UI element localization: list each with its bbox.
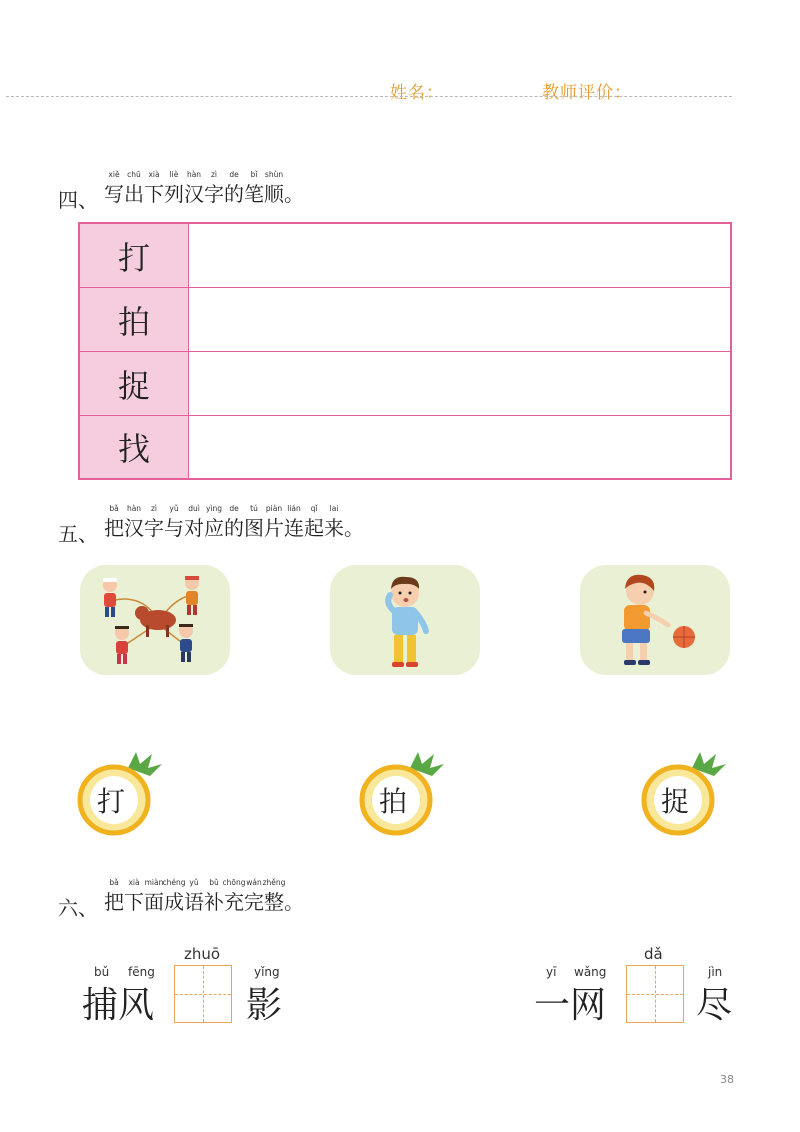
pinyin-character	[324, 502, 344, 541]
hanzi: 的	[224, 182, 244, 206]
pinyin-character	[164, 502, 184, 541]
pinyin-character	[244, 502, 264, 541]
idiom-1	[78, 945, 298, 1035]
pinyin: miàn	[144, 878, 164, 887]
hanzi: 连	[284, 516, 304, 540]
hanzi: 语	[184, 890, 204, 914]
pinyin-character	[204, 502, 224, 541]
pinyin-character	[124, 168, 144, 207]
hanzi: 下	[124, 890, 144, 914]
picture-kids-with-bull[interactable]	[80, 565, 230, 675]
hanzi: 字	[144, 516, 164, 540]
idiom-2-pinyin-1: yī	[546, 965, 557, 979]
pinyin: lai	[329, 504, 339, 513]
pinyin-character	[184, 168, 204, 207]
pineapple-card-1[interactable]	[76, 750, 168, 836]
picture-boy-thinking[interactable]	[330, 565, 480, 675]
pineapple-character: 拍	[378, 785, 407, 818]
pinyin: xià	[128, 878, 140, 887]
pinyin-character	[104, 168, 124, 207]
pinyin-character	[264, 502, 284, 541]
pinyin: xià	[148, 170, 160, 179]
pinyin: zì	[150, 504, 158, 513]
kids-with-bull-illustration	[80, 565, 230, 675]
stroke-order-answer-area[interactable]	[190, 352, 730, 415]
pinyin-character	[144, 168, 164, 207]
pinyin: bǎ	[109, 878, 119, 887]
pinyin: qǐ	[310, 504, 318, 513]
idiom-1-char-1: 捕	[82, 985, 119, 1026]
table-row	[80, 224, 730, 288]
idiom-2-blank-pinyin: dǎ	[644, 945, 663, 963]
row-character: 打	[80, 224, 189, 287]
pinyin-character	[124, 502, 144, 541]
hanzi: 的	[224, 516, 244, 540]
table-row	[80, 416, 730, 478]
idiom-2-char-1: 一	[534, 985, 571, 1026]
pinyin-character	[184, 502, 204, 541]
idiom-1-answer-box[interactable]	[174, 965, 232, 1023]
hanzi: 写	[104, 182, 124, 206]
pinyin: yǔ	[189, 878, 199, 887]
pinyin-character	[104, 876, 124, 915]
pinyin-character	[264, 876, 284, 915]
hanzi: 列	[164, 182, 184, 206]
pinyin-character	[224, 502, 244, 541]
hanzi: 整	[264, 890, 284, 914]
boy-thinking-illustration	[330, 565, 480, 675]
section-5-number: 五、	[58, 522, 98, 546]
pineapple-character: 捉	[660, 785, 689, 818]
hanzi: 应	[204, 516, 224, 540]
idiom-2-char-2: 网	[570, 985, 607, 1026]
hanzi: 成	[164, 890, 184, 914]
idiom-1-char-2: 风	[118, 985, 155, 1026]
pinyin-character	[284, 502, 304, 541]
idiom-2-pinyin-2: wǎng	[574, 965, 607, 979]
pinyin: zhěng	[262, 878, 286, 887]
pinyin-character	[204, 876, 224, 915]
section-6-number: 六、	[58, 896, 98, 920]
pinyin-character	[344, 502, 364, 541]
pinyin-character	[284, 876, 304, 915]
hanzi: 图	[244, 516, 264, 540]
section-6-text	[104, 876, 304, 915]
pinyin: xiě	[108, 170, 120, 179]
boy-with-ball-illustration	[580, 565, 730, 675]
pinyin-character	[264, 168, 284, 207]
pinyin-character	[144, 502, 164, 541]
table-row	[80, 352, 730, 416]
pinyin: piàn	[265, 504, 283, 513]
pinyin: chéng	[162, 878, 186, 887]
pinyin: yǔ	[169, 504, 179, 513]
hanzi: 片	[264, 516, 284, 540]
hanzi: 完	[244, 890, 264, 914]
pinyin: hàn	[126, 504, 142, 513]
pinyin: tú	[250, 504, 258, 513]
pinyin-character	[304, 502, 324, 541]
hanzi: 顺	[264, 182, 284, 206]
pinyin: wán	[246, 878, 262, 887]
pinyin: hàn	[186, 170, 202, 179]
hanzi: 汉	[124, 516, 144, 540]
pinyin: zì	[210, 170, 218, 179]
idiom-1-pinyin-2: fēng	[128, 965, 155, 979]
pinyin-character	[244, 168, 264, 207]
stroke-order-answer-area[interactable]	[190, 224, 730, 287]
pinyin: yìng	[205, 504, 223, 513]
section-4-number: 四、	[58, 188, 98, 212]
section-4-text	[104, 168, 304, 207]
hanzi: 来	[324, 516, 344, 540]
row-character: 拍	[80, 288, 189, 351]
pinyin-character	[244, 876, 264, 915]
hanzi: 出	[124, 182, 144, 206]
header-divider	[6, 96, 732, 97]
pinyin: lián	[287, 504, 301, 513]
hanzi: 汉	[184, 182, 204, 206]
pinyin-character	[104, 502, 124, 541]
hanzi: 下	[144, 182, 164, 206]
idiom-2	[530, 945, 740, 1035]
pinyin: de	[229, 170, 239, 179]
pinyin: duì	[188, 504, 200, 513]
pinyin-character	[224, 168, 244, 207]
pinyin-character	[184, 876, 204, 915]
hanzi: 对	[184, 516, 204, 540]
pinyin: shùn	[264, 170, 284, 179]
hanzi: 。	[284, 890, 304, 914]
hanzi: 充	[224, 890, 244, 914]
pineapple-card-3[interactable]	[640, 750, 732, 836]
hanzi: 起	[304, 516, 324, 540]
pinyin: chū	[127, 170, 141, 179]
picture-boy-with-ball[interactable]	[580, 565, 730, 675]
pinyin: bǔ	[209, 878, 219, 887]
page-number: 38	[720, 1073, 734, 1086]
pineapple-card-2[interactable]	[358, 750, 450, 836]
idiom-2-answer-box[interactable]	[626, 965, 684, 1023]
pinyin-character	[224, 876, 244, 915]
pinyin: chōng	[222, 878, 246, 887]
pinyin: liè	[169, 170, 179, 179]
idiom-1-pinyin-4: yǐng	[254, 965, 280, 979]
stroke-order-answer-area[interactable]	[190, 288, 730, 351]
hanzi: 面	[144, 890, 164, 914]
hanzi: 把	[104, 516, 124, 540]
pinyin-character	[204, 168, 224, 207]
pinyin: bǐ	[250, 170, 258, 179]
stroke-order-table	[78, 222, 732, 480]
idiom-1-pinyin-1: bǔ	[94, 965, 110, 979]
idiom-2-char-4: 尽	[696, 985, 733, 1026]
pinyin-character	[144, 876, 164, 915]
hanzi: 与	[164, 516, 184, 540]
table-row	[80, 288, 730, 352]
pineapple-character: 打	[96, 785, 125, 818]
pinyin-character	[284, 168, 304, 207]
hanzi: 。	[284, 182, 304, 206]
pinyin: de	[229, 504, 239, 513]
pinyin-character	[124, 876, 144, 915]
pinyin: bǎ	[109, 504, 119, 513]
pinyin-character	[164, 168, 184, 207]
stroke-order-answer-area[interactable]	[190, 416, 730, 478]
name-label: 姓名：	[390, 83, 444, 103]
teacher-evaluation-label: 教师评价：	[542, 83, 632, 103]
row-character: 找	[80, 416, 189, 478]
pinyin-character	[164, 876, 184, 915]
hanzi: 。	[344, 516, 364, 540]
hanzi: 字	[204, 182, 224, 206]
hanzi: 笔	[244, 182, 264, 206]
row-character: 捉	[80, 352, 189, 415]
idiom-1-char-4: 影	[246, 985, 283, 1026]
hanzi: 把	[104, 890, 124, 914]
section-5-text	[104, 502, 364, 541]
idiom-1-blank-pinyin: zhuō	[184, 945, 221, 963]
hanzi: 补	[204, 890, 224, 914]
idiom-2-pinyin-4: jìn	[708, 965, 723, 979]
